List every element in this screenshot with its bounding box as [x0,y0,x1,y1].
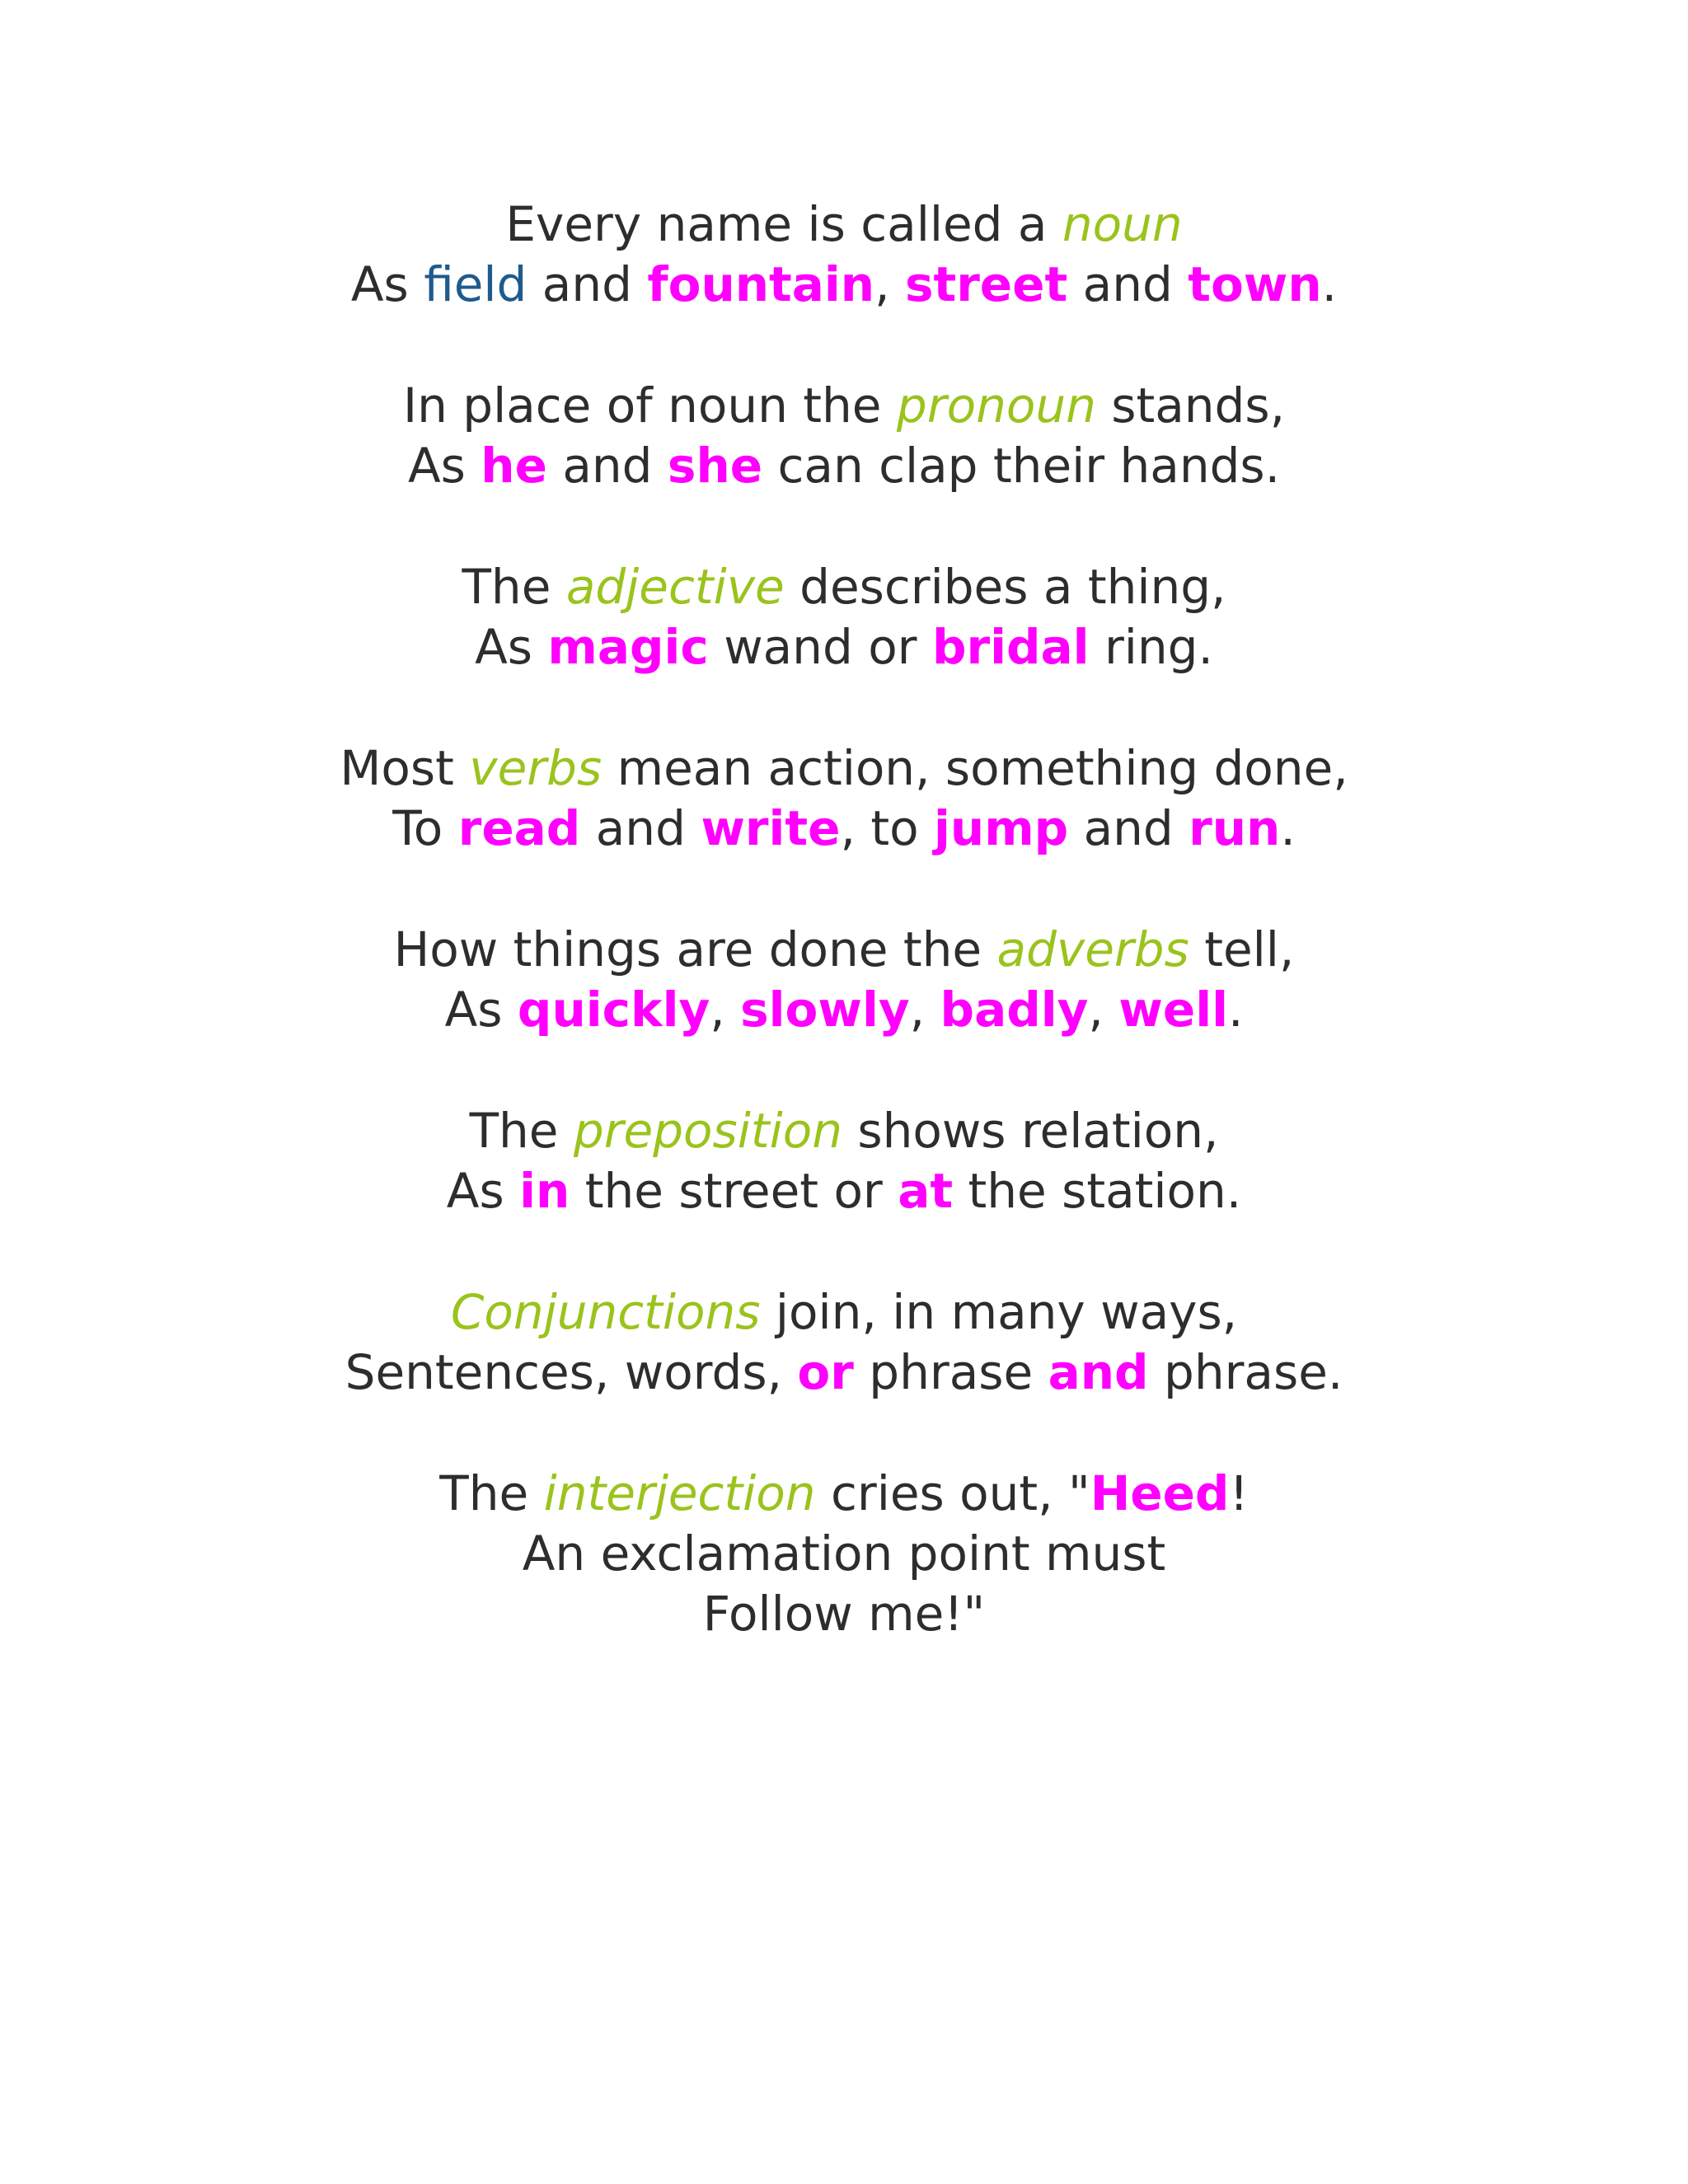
text-segment: , [909,982,940,1038]
text-segment: and [546,438,668,494]
stanza-3 [0,557,1688,677]
example-word: town [1188,256,1322,312]
text-segment: phrase. [1148,1344,1343,1400]
poem-line [0,799,1688,859]
stanza-4 [0,738,1688,859]
example-word: fountain [647,256,875,312]
example-word: Heed [1090,1465,1230,1521]
stanza-2 [0,376,1688,496]
text-segment: Sentences, words, [345,1344,798,1400]
example-word: quickly [517,982,710,1038]
poem-line [0,1101,1688,1161]
text-segment: . [1321,256,1338,312]
text-segment: An exclamation point must [522,1526,1166,1582]
part-of-speech-term: interjection [543,1465,816,1521]
poem-line [0,1161,1688,1221]
text-segment: phrase [853,1344,1048,1400]
example-word: well [1118,982,1228,1038]
poem-line [0,980,1688,1040]
stanza-8 [0,1464,1688,1644]
poem-line [0,1343,1688,1403]
example-word: write [701,800,841,856]
part-of-speech-term: adjective [565,559,785,615]
text-segment: The [462,559,566,615]
text-segment: The [439,1465,544,1521]
text-segment: and [527,256,648,312]
text-segment: In place of noun the [402,377,897,434]
text-segment: , [874,256,905,312]
poem-line [0,436,1688,496]
text-segment: join, in many ways, [760,1284,1238,1340]
text-segment: The [469,1103,574,1159]
example-word: field [424,256,528,312]
text-segment: and [1067,256,1189,312]
example-word: street [904,256,1068,312]
text-segment: , [1088,982,1119,1038]
text-segment: and [580,800,701,856]
text-segment: cries out, " [815,1465,1090,1521]
text-segment: Every name is called a [505,196,1062,252]
poem-line [0,617,1688,677]
text-segment: As [350,256,424,312]
text-segment: . [1280,800,1296,856]
example-word: jump [934,800,1069,856]
poem-line [0,1524,1688,1584]
stanza-1 [0,194,1688,315]
poem-line [0,376,1688,436]
text-segment: To [392,800,458,856]
example-word: bridal [931,619,1090,675]
text-segment: wand or [708,619,932,675]
text-segment: the station. [953,1163,1242,1219]
poem-line [0,194,1688,255]
text-segment: As [475,619,548,675]
text-segment: As [446,1163,520,1219]
text-segment: ring. [1089,619,1213,675]
example-word: read [457,800,581,856]
example-word: in [519,1163,570,1219]
text-segment: As [407,438,481,494]
example-word: magic [547,619,709,675]
poem-line [0,1464,1688,1524]
text-segment: and [1068,800,1189,856]
poem [0,194,1688,1705]
text-segment: How things are done the [393,921,997,977]
text-segment: ! [1229,1465,1249,1521]
text-segment: describes a thing, [784,559,1226,615]
example-word: run [1189,800,1281,856]
part-of-speech-term: noun [1062,196,1183,252]
text-segment: As [444,982,518,1038]
text-segment: tell, [1189,921,1295,977]
poem-line [0,1584,1688,1644]
example-word: he [481,438,547,494]
example-word: or [797,1344,854,1400]
part-of-speech-term: Conjunctions [450,1284,761,1340]
stanza-5 [0,920,1688,1040]
text-segment: . [1227,982,1244,1038]
example-word: slowly [740,982,910,1038]
poem-line [0,920,1688,980]
text-segment: , to [840,800,935,856]
text-segment: the street or [570,1163,898,1219]
text-segment: mean action, something done, [602,740,1348,796]
part-of-speech-term: adverbs [996,921,1189,977]
poem-line [0,1282,1688,1343]
example-word: she [667,438,763,494]
stanza-7 [0,1282,1688,1403]
poem-line [0,557,1688,617]
poem-line [0,738,1688,799]
part-of-speech-term: verbs [469,740,603,796]
stanza-6 [0,1101,1688,1221]
text-segment: can clap their hands. [762,438,1281,494]
poem-line [0,255,1688,315]
example-word: and [1048,1344,1149,1400]
text-segment: Follow me!" [702,1586,986,1642]
part-of-speech-term: pronoun [896,377,1096,434]
text-segment: stands, [1095,377,1286,434]
example-word: badly [940,982,1089,1038]
text-segment: Most [340,740,470,796]
text-segment: , [710,982,741,1038]
text-segment: shows relation, [842,1103,1219,1159]
part-of-speech-term: preposition [573,1103,842,1159]
example-word: at [898,1163,954,1219]
